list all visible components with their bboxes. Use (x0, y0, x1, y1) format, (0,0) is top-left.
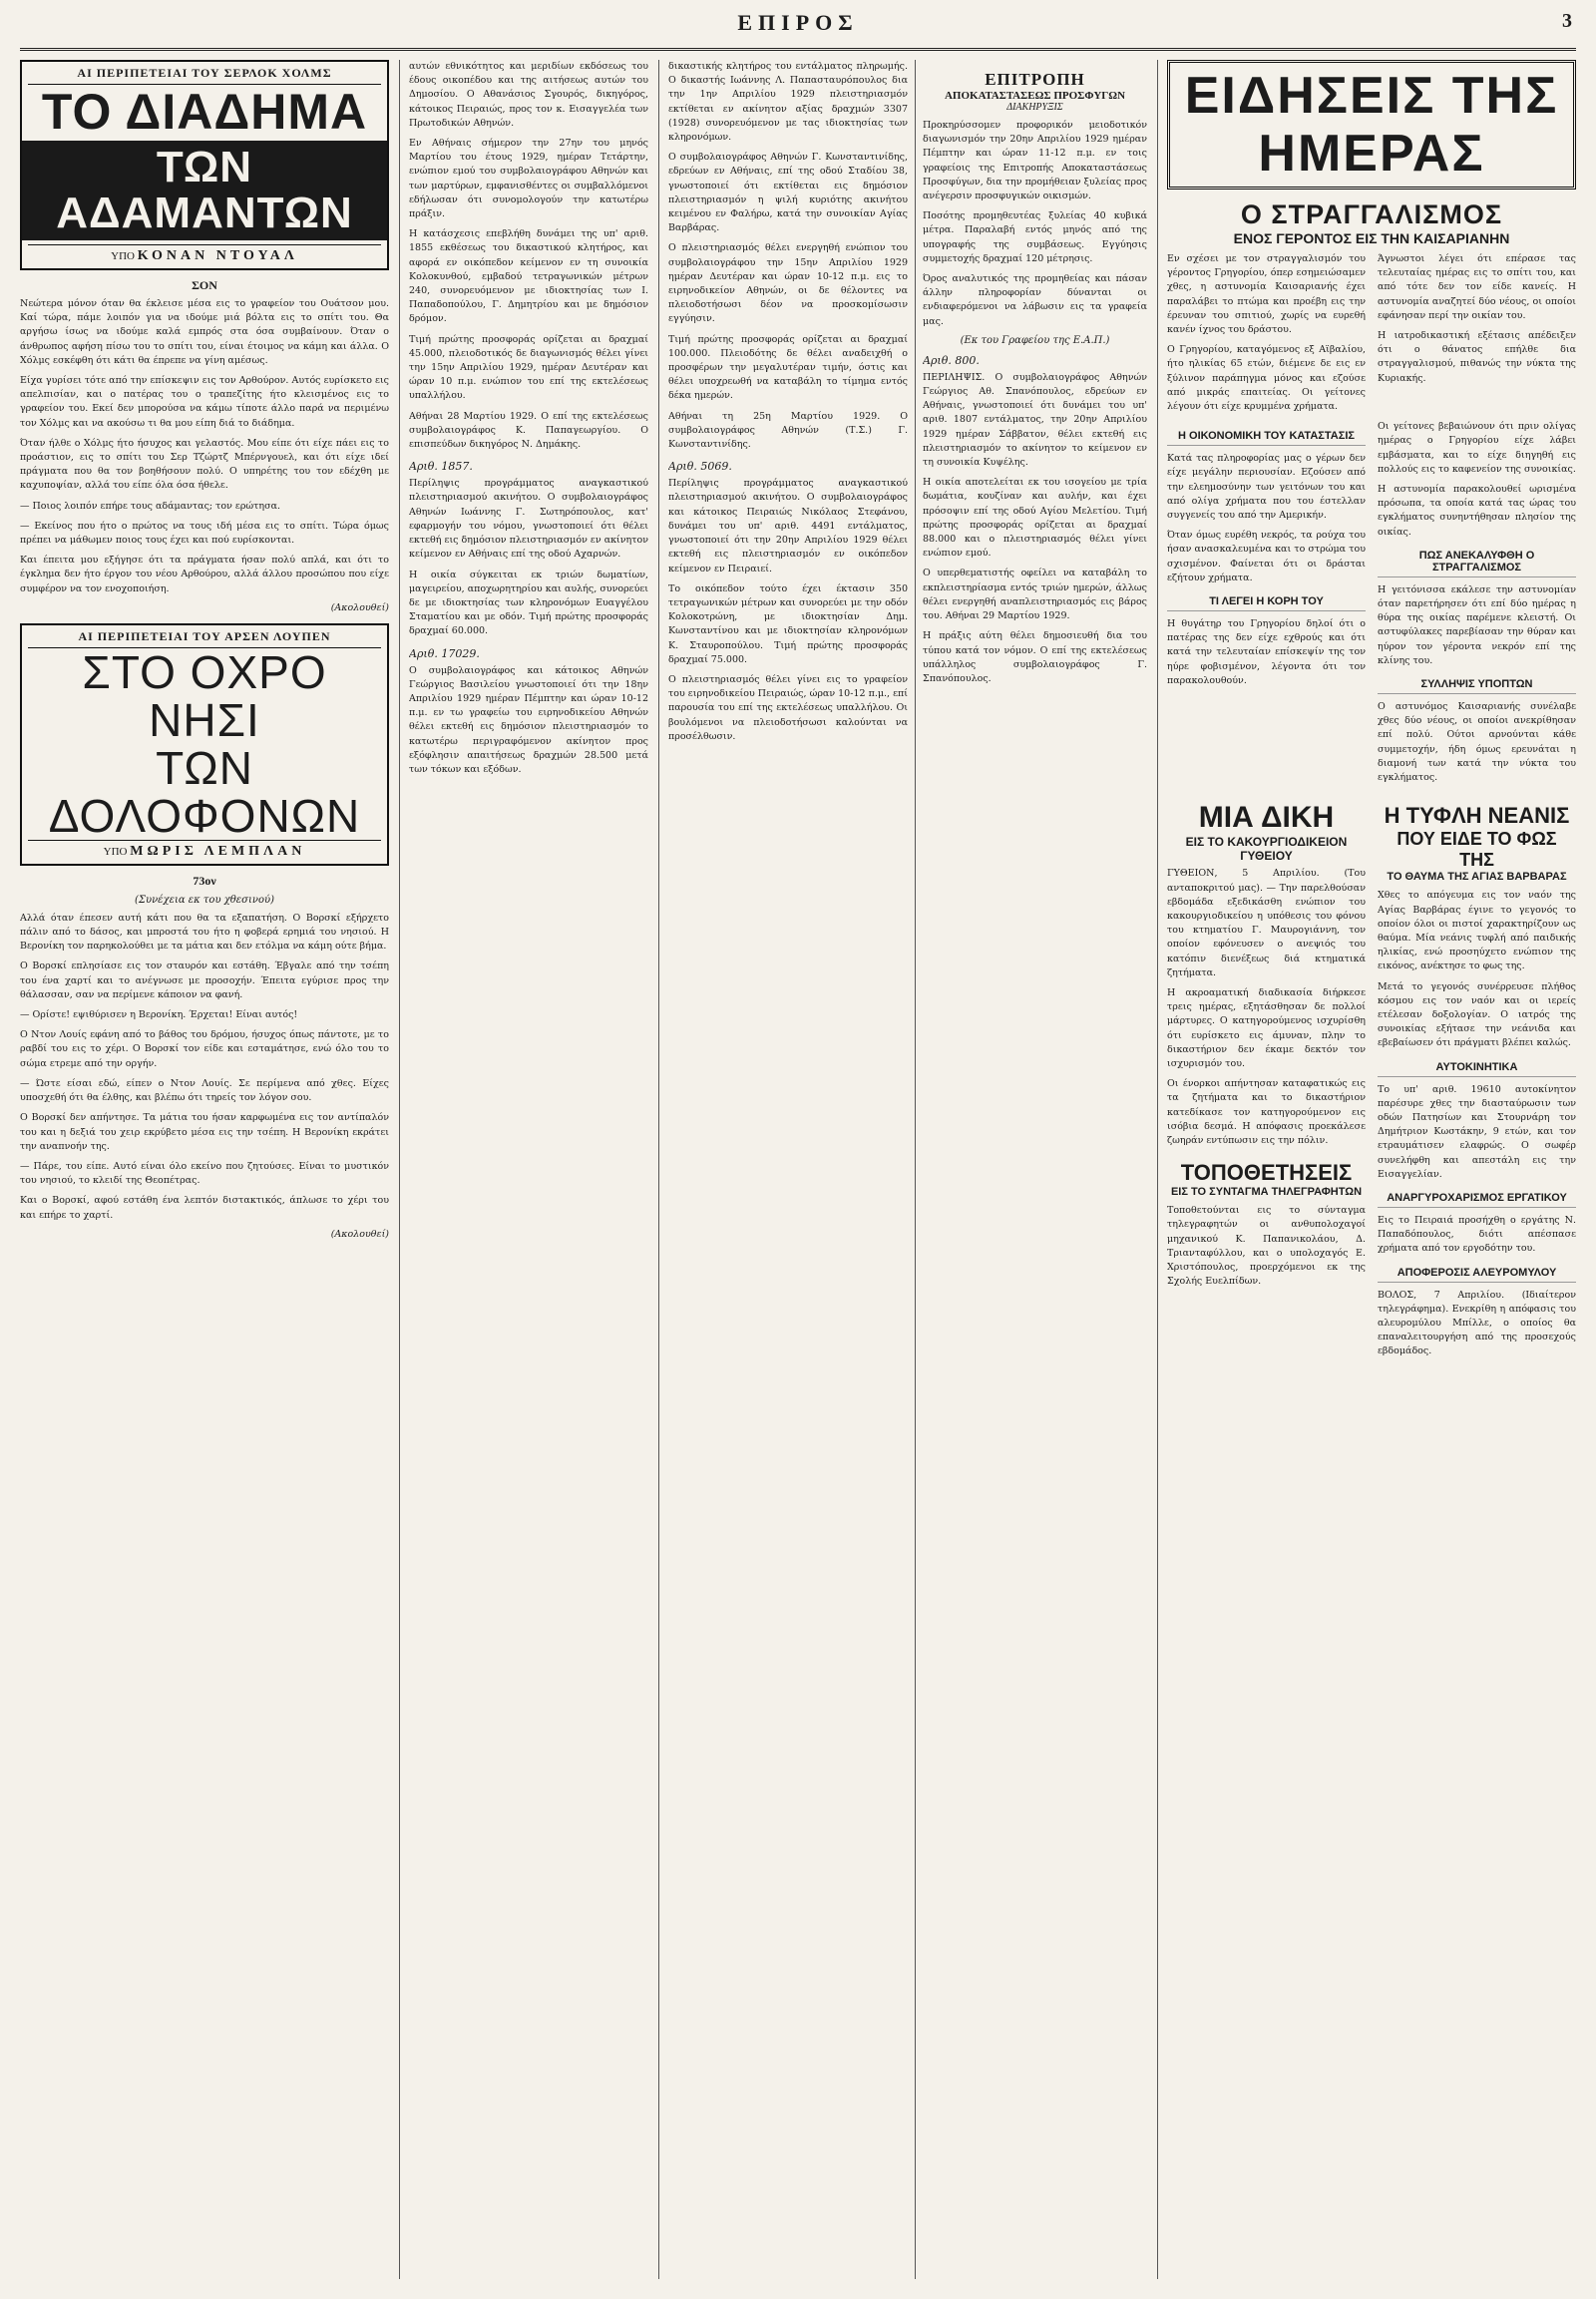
news-paragraph: Μετά το γεγονός συνέρρευσε πλήθος κόσμου εις τον ναόν και οι ιερείς ετέλεσαν δοξολογίαν. Ο ιατρός της συνοικίας εξήτασε την νεάνιδα και εβεβαίωσεν ότι πράγματι βλέπει καλώς. (1378, 980, 1576, 1049)
legal-paragraph: Εν Αθήναις σήμερον την 27ην του μηνός Μαρτίου του έτους 1929, ημέραν Τετάρτην, ενώπιον εμού του συμβολαιογράφου Αθηνών και των μαρτύρων, εμφανισθέντες οι συμβαλλόμενοι εδήλωσαν ότι συνομολογούν την κατωτέρω πράξιν. (409, 138, 648, 220)
news-paragraph: Χθες το απόγευμα εις τον ναόν της Αγίας Βαρβάρας έγινε το γεγονός το οποίον όλοι οι πιστοί χαρακτηρίζουν ως θαύμα. Μία νεάνις τυφλή από παιδικής ηλικίας, ενώ προσηύχετο ενώπιον της εικόνος, ανέκτησε το φως της. (1378, 890, 1576, 972)
news-paragraph: Η γειτόνισσα εκάλεσε την αστυνομίαν όταν παρετήρησεν ότι επί δύο ημέρας η θύρα της οικίας παρέμενε κλειστή. Οι αστυφύλακες παρεβίασαν την θύραν και ηύρον τον γέροντα νεκρόν επί της κλίνης του. (1378, 583, 1576, 666)
news-paragraph: Η θυγάτηρ του Γρηγορίου δηλοί ότι ο πατέρας της δεν είχε εχθρούς και ότι κατά την τελευταίαν επίσκεψίν της τον ηύρε φοβισμένον, λέγοντα ότι τον παρακολουθούν. (1167, 618, 1366, 686)
subheading: ΑΠΟΦΕΡΟΣΙΣ ΑΛΕΥΡΟΜΥΛΟΥ (1378, 1267, 1576, 1283)
serial-paragraph: Και ο Βορσκί, αφού εστάθη ένα λεπτόν διστακτικός, άπλωσε το χέρι του και επήρε το χαρτί. (20, 1195, 389, 1221)
serial-paragraph: — Ώστε είσαι εδώ, είπεν ο Ντον Λουίς. Σε περίμενα από χθες. Είχες υποσχεθή ότι θα έλθης, και βλέπω ότι τηρείς τον λόγον σου. (20, 1077, 389, 1104)
news-paragraph: Άγνωστοι λέγει ότι επέρασε τας τελευταίας ημέρας εις το σπίτι του, και από τότε δεν τον είδε κανείς. Η αστυνομία αναζητεί δύο νέους, οι οποίοι εφάνησαν περί την οικίαν του. (1378, 253, 1576, 321)
legal-paragraph: ΠΕΡΙΛΗΨΙΣ. Ο συμβολαιογράφος Αθηνών Γεώργιος Αθ. Σπανόπουλος, εδρεύων εν Αθήναις, γνωστοποιεί ότι δυνάμει του υπ' αριθ. 1807 εντάλματος, την 20ην Απριλίου 1929 ημέραν Σάββατον, θέλει εκτεθή εις πλειστηριασμόν το ακίνητον το κείμενον εν τη συνοικία Κυψέλης. (923, 371, 1147, 469)
legal-paragraph: Περίληψις προγράμματος αναγκαστικού πλειστηριασμού ακινήτου. Ο συμβολαιογράφος Αθηνών Ιωάννης Γ. Σωτηρόπουλος, κατ' εφαρμογήν του νόμου, γνωστοποιεί ότι θέλει εκτεθή εις δημόσιον πλειστηριασμόν εν ακίνητον κείμενον εν Αθήναις επί της οδού Αχαρνών. (409, 478, 648, 561)
serial-kicker: ΑΙ ΠΕΡΙΠΕΤΕΙΑΙ ΤΟΥ ΣΕΡΛΟΚ ΧΟΛΜΣ (28, 66, 381, 85)
committee-header (923, 70, 1147, 113)
notice-number: Αριθ. 1857. (409, 460, 473, 474)
story-headline: ΜΙΑ ΔΙΚΗ ΕΙΣ ΤΟ ΚΑΚΟΥΡΓΙΟΔΙΚΕΙΟΝ ΓΥΘΕΙΟΥ (1185, 801, 1348, 864)
serial-paragraph: Νεώτερα μόνον όταν θα έκλεισε μέσα εις το γραφείον του Ουάτσον μου. Καί τώρα, πάμε λοιπόν για να ιδούμε μιά βόλτα εις το σπίτι του. Θα αργήσω ίσως να ιδούμε καλά εμπρός στα όσα συμβαίνουν. Όταν ο άνθρωπος αφήση πίσω του το σπίτι του, είναι έτοιμος να κάμη και άλλα. Ο Χόλμς εσκέφθη ότι κάτι θα έπρεπε να γίνη αμέσως. (20, 298, 389, 366)
news-paragraph: Εν σχέσει με τον στραγγαλισμόν του γέροντος Γρηγορίου, όπερ εσημειώσαμεν χθες, η αστυνομία Καισαριανής έχει παραλάβει το πτώμα και προέβη εις την έρευναν του σπιτιού, χωρίς να ευρεθή κανέν ίχνος του δράστου. (1167, 253, 1366, 336)
column-daily-news (1167, 60, 1576, 2279)
notice-number: Αριθ. 17029. (409, 646, 480, 660)
news-paragraph: Εις το Πειραιά προσήχθη ο εργάτης Ν. Παπαδόπουλος, διότι απέσπασε χρήματα από τον εργοδότην του. (1378, 1214, 1576, 1255)
news-paragraph: Όταν όμως ευρέθη νεκρός, τα ρούχα του ήσαν ανασκαλευμένα και το στρώμα του σχισμένον. Φαίνεται ότι οι δράσται εζήτουν χρήματα. (1167, 530, 1366, 583)
continuation-note: (Συνέχεια εκ του χθεσινού) (135, 894, 274, 906)
legal-paragraph: Η κατάσχεσις επεβλήθη δυνάμει της υπ' αριθ. 1855 εκθέσεως του δικαστικού κλητήρος, και αφορά εν οικόπεδον κείμενον εν τη συνοικία Κολοκυνθού, εμβαδού τετραγωνικών μέτρων 240, συνορευόμενον με ιδιοκτησίας των Ι. Παπαδοπούλου, Γ. Δημητρίου και με δημόσιον δρόμον. (409, 228, 648, 325)
serial-paragraph: Ο Ντον Λουίς εφάνη από το βάθος του δρόμου, ήσυχος όπως πάντοτε, με το ραβδί του εις το χέρι. Ο Βορσκί τον είδε και εσταμάτησε, ενώ όλο του το σώμα ετρεμε από την οργήν. (20, 1029, 389, 1069)
serial-paragraph: — Εκείνος που ήτο ο πρώτος να τους ιδή μέσα εις το σπίτι. Τώρα όμως πρέπει να μάθωμεν ποιος τους έχει και πού ευρίσκονται. (20, 520, 389, 547)
serial-title-line: ΤΩΝ ΔΟΛΟΦΟΝΩΝ (48, 741, 361, 842)
legal-paragraph: αυτών εθνικότητος και μεριδίων εκδόσεως του έδους οικοπέδου και της αιτήσεως αυτών του Δημοσίου. Ο Αθανάσιος Σγουρός, δικηγόρος, κάτοικος Πειραιώς, προς τον κ. Εισαγγελέα των Πρωτοδικών Αθηνών. (409, 61, 648, 129)
serial-paragraph: Αλλά όταν έπεσεν αυτή κάτι που θα τα εξαπατήση. Ο Βορσκί εξήρχετο πάλιν από το δάσος, και μπροστά του ήτο η φοβερά ερημιά του νησιού. Η Βερονίκη τον παρηκολούθει με τα μάτια και δεν ετόλμα να κάμη ούτε βήμα. (20, 912, 389, 953)
legal-paragraph: Ποσότης προμηθευτέας ξυλείας 40 κυβικά μέτρα. Παραλαβή εντός μηνός από της υπογραφής της συμβάσεως. Εγγύησις συμμετοχής δραχμαί 120 μέτρησις. (923, 210, 1147, 264)
legal-paragraph: Τιμή πρώτης προσφοράς ορίζεται αι δραχμαί 100.000. Πλειοδότης δε θέλει αναδειχθή ο προσφέρων την μεγαλυτέραν τιμήν, όστις και θέλει υποχρεωθή να καταβάλη το τίμημα εντός δέκα ημερών. (668, 333, 908, 402)
legal-paragraph: Τιμή πρώτης προσφοράς ορίζεται αι δραχμαί 45.000, πλειοδοτικός δε διαγωνισμός θέλει γίνει την 15ην Απριλίου 1929, ημέραν Δευτέραν και ώραν 10 π.μ. ενώπιον του επί της εκτελέσεως υπαλλήλου. (409, 333, 648, 402)
subheading: ΣΥΛΛΗΨΙΣ ΥΠΟΠΤΩΝ (1378, 678, 1576, 694)
legal-paragraph: Περίληψις προγράμματος αναγκαστικού πλειστηριασμού ακινήτου. Ο συμβολαιογράφος και κάτοικος Πειραιώς Νικόλαος Στεφάνου, δυνάμει του υπ' αριθ. 4491 εντάλματος, γνωστοποιεί ότι την 20ην Απριλίου 1929 θέλει εκτεθή εις πλειστηριασμόν εν οικόπεδον κείμενον εν Πειραιεί. (668, 478, 908, 575)
news-paragraph: Τοποθετούνται εις το σύνταγμα τηλεγραφητών οι ανθυπολοχαγοί μηχανικού Κ. Παπανικολάου, Δ. Τριανταφύλλου, και ο υπολοχαγός Ε. Χριστόπουλος, προερχόμενοι εκ της Σχολής Ευελπίδων. (1167, 1205, 1366, 1288)
legal-paragraph: Η οικία σύγκειται εκ τριών δωματίων, μαγειρείου, αποχωρητηρίου και αυλής, συνορεύει δε με ιδιοκτησίας των κληρονόμων Ευαγγέλου Σταματίου και με οδόν. Τιμή πρώτης προσφοράς δραχμαί 60.000. (409, 569, 648, 637)
legal-paragraph: Αθήναι 28 Μαρτίου 1929. Ο επί της εκτελέσεως συμβολαιογράφος Κ. Παπαγεωργίου. Ο επισπεύδων δικηγόρος Ν. Δημάκης. (409, 410, 648, 451)
serial-paragraph: — Πάρε, του είπε. Αυτό είναι όλο εκείνο που ζητούσες. Είναι το μυστικόν του νησιού, το κλειδί της Θεοπέτρας. (20, 1160, 389, 1187)
column-legal-notices-1 (409, 60, 648, 2279)
legal-paragraph: Η οικία αποτελείται εκ του ισογείου με τρία δωμάτια, κουζίναν και αυλήν, και έχει πρόσοψιν επί της οδού Αγίου Μελετίου. Τιμή πρώτης προσφοράς ορίζεται αι δραχμαί 88.000 και ο πλειστηριασμός θέλει γίνει ενώπιον εμού. (923, 477, 1147, 560)
serial-paragraph: Είχα γυρίσει τότε από την επίσκεψιν εις τον Αρθούρον. Αυτός ευρίσκετο εις απελπισίαν, και ο πατέρας του ο τραπεζίτης ήτο κλεισμένος εις το γραφείον του. Εκεί δεν μπορούσα να κάμω τίποτε άλλο παρά να περιμένω τον Χόλμς και να ακούσω τι θα μου είπη διά το διάδημα. (20, 375, 389, 429)
news-paragraph: Οι ένορκοι απήντησαν καταφατικώς εις τα ζητήματα και το δικαστήριον κατεδίκασε τον κατηγορούμενον εις ισόβια δεσμά. Η απόφασις προεκάλεσε ζωηράν εντύπωσιν εις την πόλιν. (1167, 1078, 1366, 1146)
news-paragraph: Η ιατροδικαστική εξέτασις απέδειξεν ότι ο θάνατος επήλθε δια στραγγαλισμού, πιθανώς την νύκτα της Κυριακής. (1378, 330, 1576, 384)
legal-paragraph: δικαστικής κλητήρος του εντάλματος πληρωμής. Ο δικαστής Ιωάννης Λ. Παπασταυρόπουλος δια την 1ην Απριλίου 1929 πλειστηριασμόν εκτίθεται εν ακίνητον αξίας δραχμών 3307 (1928) συνορευόμενον με τας ιδιοκτησίας των κληρονόμων. (668, 61, 908, 144)
serial-holmes-header (20, 60, 389, 270)
chapter-number: ΣΟΝ (192, 278, 217, 292)
story-body (1167, 420, 1576, 791)
legal-paragraph: Ο συμβολαιογράφος Αθηνών Γ. Κωνσταντινίδης, εδρεύων εν Αθήναις, επί της οδού Σταδίου 38, γνωστοποιεί ότι εκτίθεται εις δημόσιον πλειστηριασμόν η ψιλή κυριότης ακινήτου κειμένου εν Φαλήρω, κατά την συνοικίαν Αγίας Βαρβάρας. (668, 152, 908, 234)
legal-paragraph: Ο πλειστηριασμός θέλει ενεργηθή ενώπιον του συμβολαιογράφου την 15ην Απριλίου 1929 ημέραν Δευτέραν και ώραν 10-12 π.μ. εις το ειρηνοδικείον Αθηνών, οι δε θέλοντες να πλειοδοτήσωσι δέον να προσκομίσωσιν εγγύησιν. (668, 242, 908, 325)
subheading: ΠΩΣ ΑΝΕΚΑΛΥΦΘΗ Ο ΣΤΡΑΓΓΑΛΙΣΜΟΣ (1378, 550, 1576, 577)
legal-paragraph: Όρος αναλυτικός της προμηθείας και πάσαν άλλην πληροφορίαν δύνανται οι ενδιαφερόμενοι να λάβωσιν εις τα γραφεία μας. (923, 273, 1147, 327)
chapter-number: 73ον (193, 873, 216, 888)
notice-number: Αριθ. 5069. (668, 460, 732, 474)
notice-source: (Εκ του Γραφείου της Ε.Α.Π.) (960, 334, 1110, 346)
newspaper-name: ΕΠΙΡΟΣ (737, 10, 859, 35)
news-paragraph: Η αστυνομία παρακολουθεί ωρισμένα πρόσωπα, τα οποία κατά τας ώρας του εγκλήματος συνηντήθησαν πλησίον της οικίας. (1378, 484, 1576, 538)
serial-paragraph: Ο Βορσκί επλησίασε εις τον σταυρόν και εστάθη. Έβγαλε από την τσέπη του ένα χαρτί και το ανέγνωσε με προσοχήν. Έπειτα εγύρισε προς την θάλασσαν, σαν να περίμενε κάποιον να φανή. (20, 960, 389, 1000)
daily-news-banner (1167, 60, 1576, 190)
to-be-continued: (Ακολουθεί) (330, 1228, 389, 1240)
column-rule (399, 60, 400, 2279)
serial-title-line: ΤΩΝ ΑΔΑΜΑΝΤΩΝ (56, 143, 353, 237)
subheading: ΑΥΤΟΚΙΝΗΤΙΚΑ (1378, 1061, 1576, 1077)
serial-title-line: ΣΤΟ ΟΧΡΟ ΝΗΣΙ (82, 645, 327, 746)
serial-paragraph: Και έπειτα μου εξήγησε ότι τα πράγματα ήσαν πολύ απλά, και ότι το έγκλημα δεν ήτο έργον του νέου Αρθούρου, αλλά άλλου προσώπου που είχε συμφέρον να τον ενοχοποιήση. (20, 555, 389, 594)
to-be-continued: (Ακολουθεί) (330, 601, 389, 613)
serial-paragraph: Ο Βορσκί δεν απήντησε. Τα μάτια του ήσαν καρφωμένα εις τον αντίπαλόν του και η δεξιά του χειρ εκρύβετο μέσα εις την τσέπη. Η Βερονίκη εκράτει την αναπνοήν της. (20, 1112, 389, 1152)
daily-news-title: ΕΙΔΗΣΕΙΣ ΤΗΣ ΗΜΕΡΑΣ (1184, 67, 1559, 183)
news-paragraph: ΓΥΘΕΙΟΝ, 5 Απριλίου. (Του ανταποκριτού μας). — Την παρελθούσαν εβδομάδα εξεδικάσθη ενώπιον του κακουργιοδικείου η υπόθεσις του φόνου του κτηματίου Γ. Μαυρογιάννη, τον οποίον εφόνευσεν ο ανεψιός του κατόπιν διενέξεως διά κτηματικά ζητήματα. (1167, 868, 1366, 978)
story-headline: ΤΟΠΟΘΕΤΗΣΕΙΣ ΕΙΣ ΤΟ ΣΥΝΤΑΓΜΑ ΤΗΛΕΓΡΑΦΗΤΩΝ (1170, 1160, 1363, 1199)
page-number: 3 (1562, 10, 1572, 32)
news-paragraph: Το υπ' αριθ. 19610 αυτοκίνητον παρέσυρε χθες την διασταύρωσιν των οδών Πατησίων και Στουρνάρη τον Δημήτριον Κωστάκην, 9 ετών, και τον ετραυμάτισεν ελαφρώς. Ο σωφέρ συνελήφθη και απεστάλη εις την Εισαγγελίαν. (1378, 1083, 1576, 1180)
column-refugee-committee (923, 60, 1147, 2279)
legal-paragraph: Ο πλειστηριασμός θέλει γίνει εις το γραφείον του ειρηνοδικείου Πειραιώς, ώραν 10-12 π.μ., επί παρουσία του επί της εκτελέσεως υπαλλήλου. Οι βουλόμενοι να πλειοδοτήσωσι καλούνται να προσέλθωσιν. (668, 673, 908, 742)
news-paragraph: Ο αστυνόμος Καισαριανής συνέλαβε χθες δύο νέους, οι οποίοι ανεκρίθησαν επί πολύ. Ούτοι αρνούνται κάθε συμμετοχήν, ήδη όμως ερευνάται η διαμονή των κατά την νύκτα του εγκλήματος. (1378, 701, 1576, 784)
legal-paragraph: Ο συμβολαιογράφος και κάτοικος Αθηνών Γεώργιος Βασιλείου γνωστοποιεί ότι την 18ην Απριλίου 1929 ημέραν Πέμπτην και ώραν 10-12 π.μ. εν τω γραφείω του ειρηνοδικείου Αθηνών θέλει εκτεθή εις δημόσιον πλειστηριασμόν το κατωτέρω περιγραφόμενον ακίνητον προς εξόφλησιν απαιτήσεως δραχμών 28.500 μετά των τόκων και εξόδων. (409, 664, 648, 775)
column-legal-notices-2 (668, 60, 908, 2279)
story-body (1167, 252, 1576, 420)
serial-lupin-header (20, 623, 389, 866)
notice-label: ΔΙΑΚΗΡΥΞΙΣ (1006, 102, 1063, 113)
news-paragraph: Η ακροαματική διαδικασία διήρκεσε τρεις ημέρας, εξητάσθησαν δε πολλοί μάρτυρες. Ο κατηγορούμενος ισχυρίσθη ότι ευρίσκετο εις άμυναν, πλην το δικαστήριον δεν έκαμε δεκτόν τον ισχυρισμόν του. (1167, 986, 1366, 1069)
column-rule (1157, 60, 1158, 2279)
legal-paragraph: Το οικόπεδον τούτο έχει έκτασιν 350 τετραγωνικών μέτρων και συνορεύει με την οδόν Κολοκοτρώνη, με ιδιοκτησίαν Δημ. Κωνσταντίνου και με ιδιοκτησίαν κληρονόμων Κ. Σταυροπούλου. Τιμή πρώτης προσφοράς δραχμαί 75.000. (668, 582, 908, 665)
masthead (20, 8, 1576, 51)
column-rule (658, 60, 659, 2279)
legal-paragraph: Αθήναι τη 25η Μαρτίου 1929. Ο συμβολαιογράφος Αθηνών (Τ.Σ.) Γ. Κωνσταντινίδης. (668, 410, 908, 451)
serial-byline: ΥΠΟ ΜΩΡΙΣ ΛΕΜΠΛΑΝ (28, 840, 381, 860)
notice-number: Αριθ. 800. (923, 353, 980, 367)
serial-byline: ΥΠΟ ΚΟΝΑΝ ΝΤΟΥΑΛ (28, 244, 381, 264)
column-serials (20, 60, 389, 2279)
subheading: ΑΝΑΡΓΥΡΟΧΑΡΙΣΜΟΣ ΕΡΓΑΤΙΚΟΥ (1378, 1192, 1576, 1208)
news-paragraph: Κατά τας πληροφορίας μας ο γέρων δεν είχε μεγάλην περιουσίαν. Εζούσεν από την ελεημοσύνην των γειτόνων του και από ολίγα χρήματα που του έστελλαν συγγενείς του από την Αμερικήν. (1167, 453, 1366, 522)
serial-paragraph: — Ορίστε! εψιθύρισεν η Βερονίκη. Έρχεται! Είναι αυτός! (20, 1009, 298, 1021)
serial-paragraph: Όταν ήλθε ο Χόλμς ήτο ήσυχος και γελαστός. Μου είπε ότι είχε πάει εις το προάστιον, εις το σπίτι του Σερ Τζώρτζ Μπέρνγουελ, και ότι είχε ιδεί πράγματα που θα τον βοηθήσουν πολύ. Ο υπηρέτης του τον εδέχθη με καχυποψίαν, αλλά του είπε όλα όσα ήθελε. (20, 437, 389, 492)
committee-subtitle: ΑΠΟΚΑΤΑΣΤΑΣΕΩΣ ΠΡΟΣΦΥΓΩΝ (944, 90, 1126, 102)
serial-paragraph: — Ποιος λοιπόν επήρε τους αδάμαντας; τον ερώτησα. (20, 500, 281, 512)
story-headline: Η ΤΥΦΛΗ ΝΕΑΝΙΣ ΠΟΥ ΕΙΔΕ ΤΟ ΦΩΣ ΤΗΣ ΤΟ ΘΑΥΜΑ ΤΗΣ ΑΓΙΑΣ ΒΑΡΒΑΡΑΣ (1384, 803, 1570, 884)
news-paragraph: ΒΟΛΟΣ, 7 Απριλίου. (Ιδιαίτερον τηλεγράφημα). Ενεκρίθη η απόφασις του αλευρομύλου Μπίλλε, ο οποίος θα επαναλειτουργήση από της προσεχούς εβδομάδος. (1378, 1289, 1576, 1357)
committee-title: ΕΠΙΤΡΟΠΗ (985, 70, 1085, 89)
legal-paragraph: Προκηρύσσομεν προφορικόν μειοδοτικόν διαγωνισμόν την 20ην Απριλίου 1929 ημέραν Πέμπτην και ώραν 11-12 π.μ. εν τοις γραφείοις της Επιτροπής Αποκαταστάσεως Προσφύγων, δια την προμήθειαν ξυλείας προς ανέγερσιν προσφυγικών οικισμών. (923, 120, 1147, 202)
news-paragraph: Ο Γρηγορίου, καταγόμενος εξ Αϊβαλίου, ήτο ηλικίας 65 ετών, διέμενε δε εις εν ξύλινον παράπηγμα μόνος και εζούσε από μικράς επαιτείας. Οι γείτονες λέγουν ότι είχε κρυμμένα χρήματα. (1167, 344, 1366, 413)
subheading: Η ΟΙΚΟΝΟΜΙΚΗ ΤΟΥ ΚΑΤΑΣΤΑΣΙΣ (1167, 430, 1366, 446)
serial-kicker: ΑΙ ΠΕΡΙΠΕΤΕΙΑΙ ΤΟΥ ΑΡΣΕΝ ΛΟΥΠΕΝ (28, 629, 381, 648)
story-headline: Ο ΣΤΡΑΓΓΑΛΙΣΜΟΣ ΕΝΟΣ ΓΕΡΟΝΤΟΣ ΕΙΣ ΤΗΝ ΚΑΙΣΑΡΙΑΝΗΝ (1233, 199, 1510, 246)
legal-paragraph: Ο υπερθεματιστής οφείλει να καταβάλη το εκπλειστηρίασμα εντός τριών ημερών, άλλως θέλει ενεργηθή αναπλειστηριασμός εις βάρος του. Αθήναι 29 Μαρτίου 1929. (923, 568, 1147, 622)
column-rule (915, 60, 916, 2279)
legal-paragraph: Η πράξις αύτη θέλει δημοσιευθή δια του τύπου κατά τον νόμον. Ο επί της εκτελέσεως υπάλληλος συμβολαιογράφος Γ. Σπανόπουλος. (923, 630, 1147, 684)
serial-title-line: ΤΟ ΔΙΑΔΗΜΑ (41, 84, 368, 140)
story-body (1167, 791, 1576, 1364)
subheading: ΤΙ ΛΕΓΕΙ Η ΚΟΡΗ ΤΟΥ (1167, 595, 1366, 611)
news-paragraph: Οι γείτονες βεβαιώνουν ότι πριν ολίγας ημέρας ο Γρηγορίου είχε λάβει εμβάσματα, και το είχε διηγηθή εις πολλούς εις το καφενείον της συνοικίας. (1378, 421, 1576, 475)
